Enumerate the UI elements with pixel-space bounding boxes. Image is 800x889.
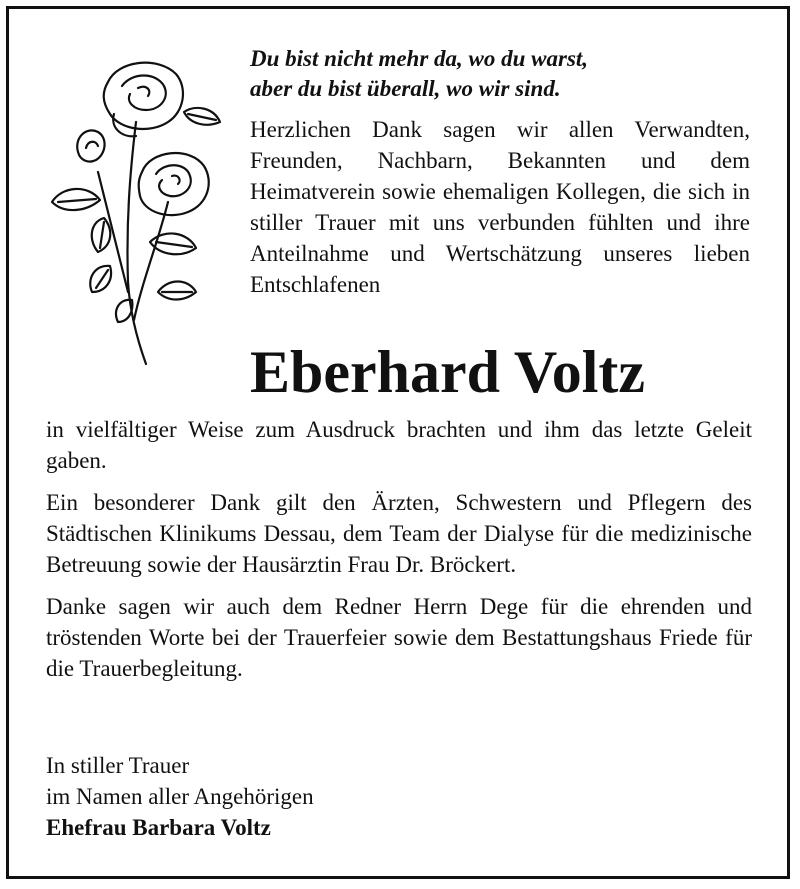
body-text: [46, 414, 752, 695]
paragraph-expression: in vielfältiger Weise zum Ausdruck brachten und ihm das letzte Geleit gaben.: [46, 417, 752, 473]
closing-line-2: im Namen aller Angehörigen: [46, 784, 314, 809]
motto: [250, 44, 750, 104]
closing-line-1: In stiller Trauer: [46, 753, 190, 778]
paragraph-medical-thanks: Ein besonderer Dank gilt den Ärzten, Schwestern und Pflegern des Städtischen Klinikums Dessau, dem Team der Dialyse für die medizinische Betreuung sowie der Hausärztin Frau Dr. Bröckert.: [46, 490, 752, 577]
signer-name: Ehefrau Barbara Voltz: [46, 815, 271, 840]
rose-icon: [38, 52, 228, 372]
closing-block: [46, 750, 546, 843]
paragraph-speaker-thanks: Danke sagen wir auch dem Redner Herrn Dege für die ehrenden und tröstenden Worte bei der Trauerfeier sowie dem Bestattungshaus Friede für die Trauerbegleitung.: [46, 594, 752, 681]
motto-line-1: Du bist nicht mehr da, wo du warst,: [250, 46, 589, 71]
intro-paragraph: Herzlichen Dank sagen wir allen Verwandten, Freunden, Nachbarn, Bekannten und dem Heimatverein sowie ehemaligen Kollegen, die sich in stiller Trauer mit uns verbunden fühlten und ihre Anteilnahme und Wertschätzung unseres lieben Entschlafenen: [250, 117, 750, 297]
deceased-name: Eberhard Voltz: [250, 339, 646, 405]
motto-line-2: aber du bist überall, wo wir sind.: [250, 76, 561, 101]
